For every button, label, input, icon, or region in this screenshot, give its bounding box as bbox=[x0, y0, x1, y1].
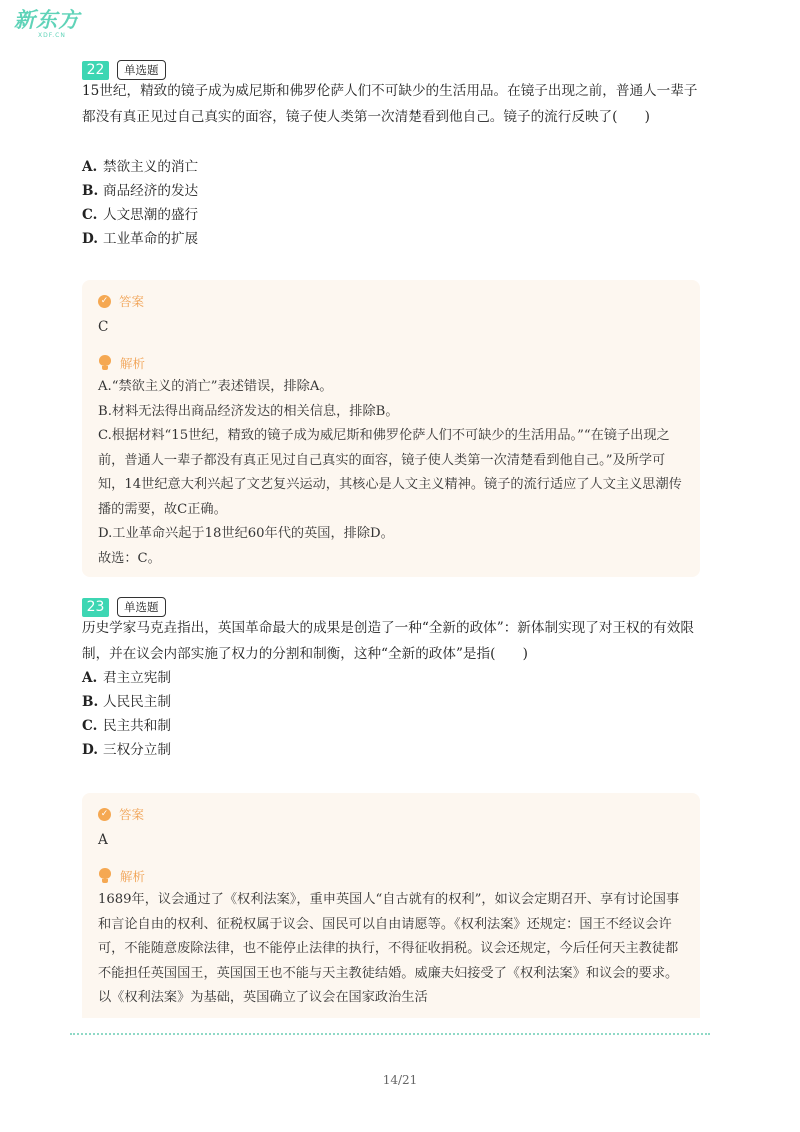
option-b[interactable]: B. 商品经济的发达 bbox=[82, 183, 199, 199]
answer-card bbox=[82, 280, 700, 577]
logo-text: 新东方 bbox=[14, 8, 80, 32]
answer-card bbox=[82, 793, 700, 1018]
question-stem: 15世纪，精致的镜子成为威尼斯和佛罗伦萨人们不可缺少的生活用品。在镜子出现之前，普通人一辈子都没有真正见过自己真实的面容，镜子使人类第一次清楚看到他自己。镜子的流行反映了( ) bbox=[82, 83, 698, 125]
options-list bbox=[82, 666, 171, 762]
analysis-label: 解析 bbox=[98, 353, 686, 373]
analysis-paragraph: C.根据材料“15世纪，精致的镜子成为威尼斯和佛罗伦萨人们不可缺少的生活用品。”“在镜子出现之前，普通人一辈子都没有真正见过自己真实的面容，镜子使人类第一次清楚看到他自己。”及所学可知，14世纪意大利兴起了文艺复兴运动，其核心是人文主义精神。镜子的流行适应了人文主义思潮传播的需要，故C正确。 bbox=[98, 428, 682, 517]
option-a[interactable]: A. 君主立宪制 bbox=[82, 670, 171, 686]
analysis-paragraph: D.工业革命兴起于18世纪60年代的英国，排除D。 bbox=[98, 526, 394, 541]
question-header-22 bbox=[82, 60, 166, 80]
option-d[interactable]: D. 三权分立制 bbox=[82, 742, 171, 758]
analysis-paragraph: 1689年，议会通过了《权利法案》，重申英国人“自古就有的权利”，如议会定期召开、享有讨论国事和言论自由的权利、征税权属于议会、国民可以自由请愿等。《权利法案》还规定：国王不经议会许可，不能随意废除法律，也不能停止法律的执行，不得征收捐税。议会还规定，今后任何天主教徒都不能担任英国国王，英国国王也不能与天主教徒结婚。威廉夫妇接受了《权利法案》和议会的要求。以《权利法案》为基础，英国确立了议会在国家政治生活 bbox=[98, 892, 680, 1005]
option-c[interactable]: C. 人文思潮的盛行 bbox=[82, 207, 199, 223]
check-circle-icon: ✓ bbox=[98, 295, 111, 308]
question-number: 22 bbox=[82, 61, 109, 80]
option-d[interactable]: D. 工业革命的扩展 bbox=[82, 231, 199, 247]
page-divider bbox=[70, 1033, 710, 1035]
lightbulb-icon bbox=[98, 355, 112, 371]
lightbulb-icon bbox=[98, 868, 112, 884]
check-circle-icon: ✓ bbox=[98, 808, 111, 821]
option-b[interactable]: B. 人民民主制 bbox=[82, 694, 171, 710]
xdf-logo bbox=[14, 8, 80, 39]
logo-subtext: XDF.CN bbox=[38, 32, 66, 39]
analysis-paragraph: A.“禁欲主义的消亡”表述错误，排除A。 bbox=[98, 379, 333, 394]
analysis-label: 解析 bbox=[98, 866, 686, 886]
option-a[interactable]: A. 禁欲主义的消亡 bbox=[82, 159, 199, 175]
options-list bbox=[82, 155, 198, 251]
analysis-text bbox=[98, 888, 686, 1011]
question-type-badge: 单选题 bbox=[117, 60, 166, 80]
question-type-badge: 单选题 bbox=[117, 597, 166, 617]
analysis-paragraph: 故选：C。 bbox=[98, 550, 161, 566]
option-c[interactable]: C. 民主共和制 bbox=[82, 718, 171, 734]
answer-label: ✓ 答案 bbox=[98, 291, 686, 311]
answer-label: ✓ 答案 bbox=[98, 804, 686, 824]
analysis-text bbox=[98, 375, 686, 571]
question-stem: 历史学家马克垚指出，英国革命最大的成果是创造了一种“全新的政体”：新体制实现了对王权的有效限制，并在议会内部实施了权力的分割和制衡，这种“全新的政体”是指( ) bbox=[82, 620, 695, 662]
question-number: 23 bbox=[82, 598, 109, 617]
page-number: 14/21 bbox=[382, 1073, 418, 1087]
answer-value: C bbox=[98, 319, 109, 335]
answer-value: A bbox=[98, 832, 108, 848]
question-header-23 bbox=[82, 597, 166, 617]
analysis-paragraph: B.材料无法得出商品经济发达的相关信息，排除B。 bbox=[98, 403, 399, 419]
